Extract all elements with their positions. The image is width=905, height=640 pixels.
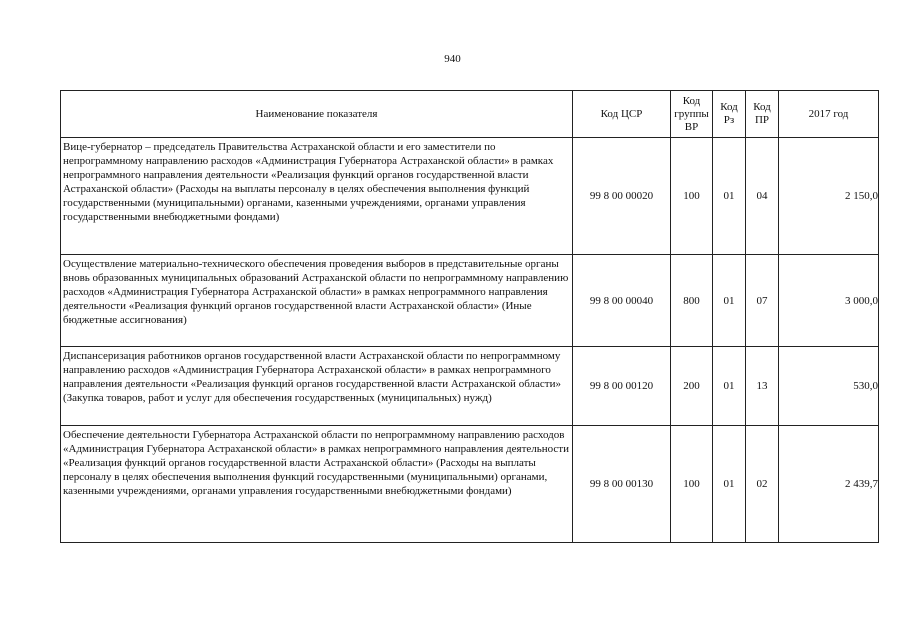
row-amount: 2 439,7: [779, 426, 879, 543]
budget-table: [60, 90, 879, 543]
table-row: [61, 255, 879, 347]
row-name: Обеспечение деятельности Губернатора Астраханской области по непрограммному направлению расходов «Администрация Губернатора Астраханской области» в рамках непрограммного направления деятельности «Реализация функций органов государственной власти Астраханской области» (Расходы на выплаты персоналу в целях обеспечения выполнения функций государственными (муниципальными) органами, казенными учреждениями, органами управления государственными внебюджетными фондами): [61, 426, 573, 543]
row-name: Осуществление материально-технического обеспечения проведения выборов в представительные органы вновь образованных муниципальных образований Астраханской области по непрограммному направлению расходов «Администрация Губернатора Астраханской области» в рамках непрограммного направления деятельности «Реализация функций органов государственной власти Астраханской области» (Иные бюджетные ассигнования): [61, 255, 573, 347]
row-pr: 02: [746, 426, 779, 543]
table-row: [61, 138, 879, 255]
row-kcsr: 99 8 00 00040: [573, 255, 671, 347]
header-kvr: Код группы ВР: [671, 91, 713, 138]
header-pr: Код ПР: [746, 91, 779, 138]
row-kvr: 100: [671, 138, 713, 255]
row-name: Вице-губернатор – председатель Правительства Астраханской области и его заместители по непрограммному направлению расходов «Администрация Губернатора Астраханской области» в рамках непрограммного направления деятельности «Реализация функций органов государственной власти Астраханской области» (Расходы на выплаты персоналу в целях обеспечения выполнения функций государственными (муниципальными) органами, казенными учреждениями, органами управления государственными внебюджетными фондами): [61, 138, 573, 255]
row-rz: 01: [713, 347, 746, 426]
header-year: 2017 год: [779, 91, 879, 138]
table-header-row: [61, 91, 879, 138]
row-kvr: 800: [671, 255, 713, 347]
row-name: Диспансеризация работников органов государственной власти Астраханской области по непрограммному направлению расходов «Администрация Губернатора Астраханской области» в рамках непрограммного направления деятельности «Реализация функций органов государственной власти Астраханской области» (Закупка товаров, работ и услуг для обеспечения государственных (муниципальных) нужд): [61, 347, 573, 426]
row-pr: 07: [746, 255, 779, 347]
row-kcsr: 99 8 00 00020: [573, 138, 671, 255]
page-number: 940: [444, 53, 461, 65]
row-rz: 01: [713, 255, 746, 347]
row-rz: 01: [713, 426, 746, 543]
table-row: [61, 426, 879, 543]
row-kcsr: 99 8 00 00120: [573, 347, 671, 426]
row-amount: 530,0: [779, 347, 879, 426]
header-kcsr: Код ЦСР: [573, 91, 671, 138]
row-pr: 04: [746, 138, 779, 255]
row-kvr: 100: [671, 426, 713, 543]
row-pr: 13: [746, 347, 779, 426]
header-rz: Код Рз: [713, 91, 746, 138]
row-kvr: 200: [671, 347, 713, 426]
table-row: [61, 347, 879, 426]
header-name: Наименование показателя: [61, 91, 573, 138]
row-amount: 3 000,0: [779, 255, 879, 347]
row-amount: 2 150,0: [779, 138, 879, 255]
row-rz: 01: [713, 138, 746, 255]
row-kcsr: 99 8 00 00130: [573, 426, 671, 543]
